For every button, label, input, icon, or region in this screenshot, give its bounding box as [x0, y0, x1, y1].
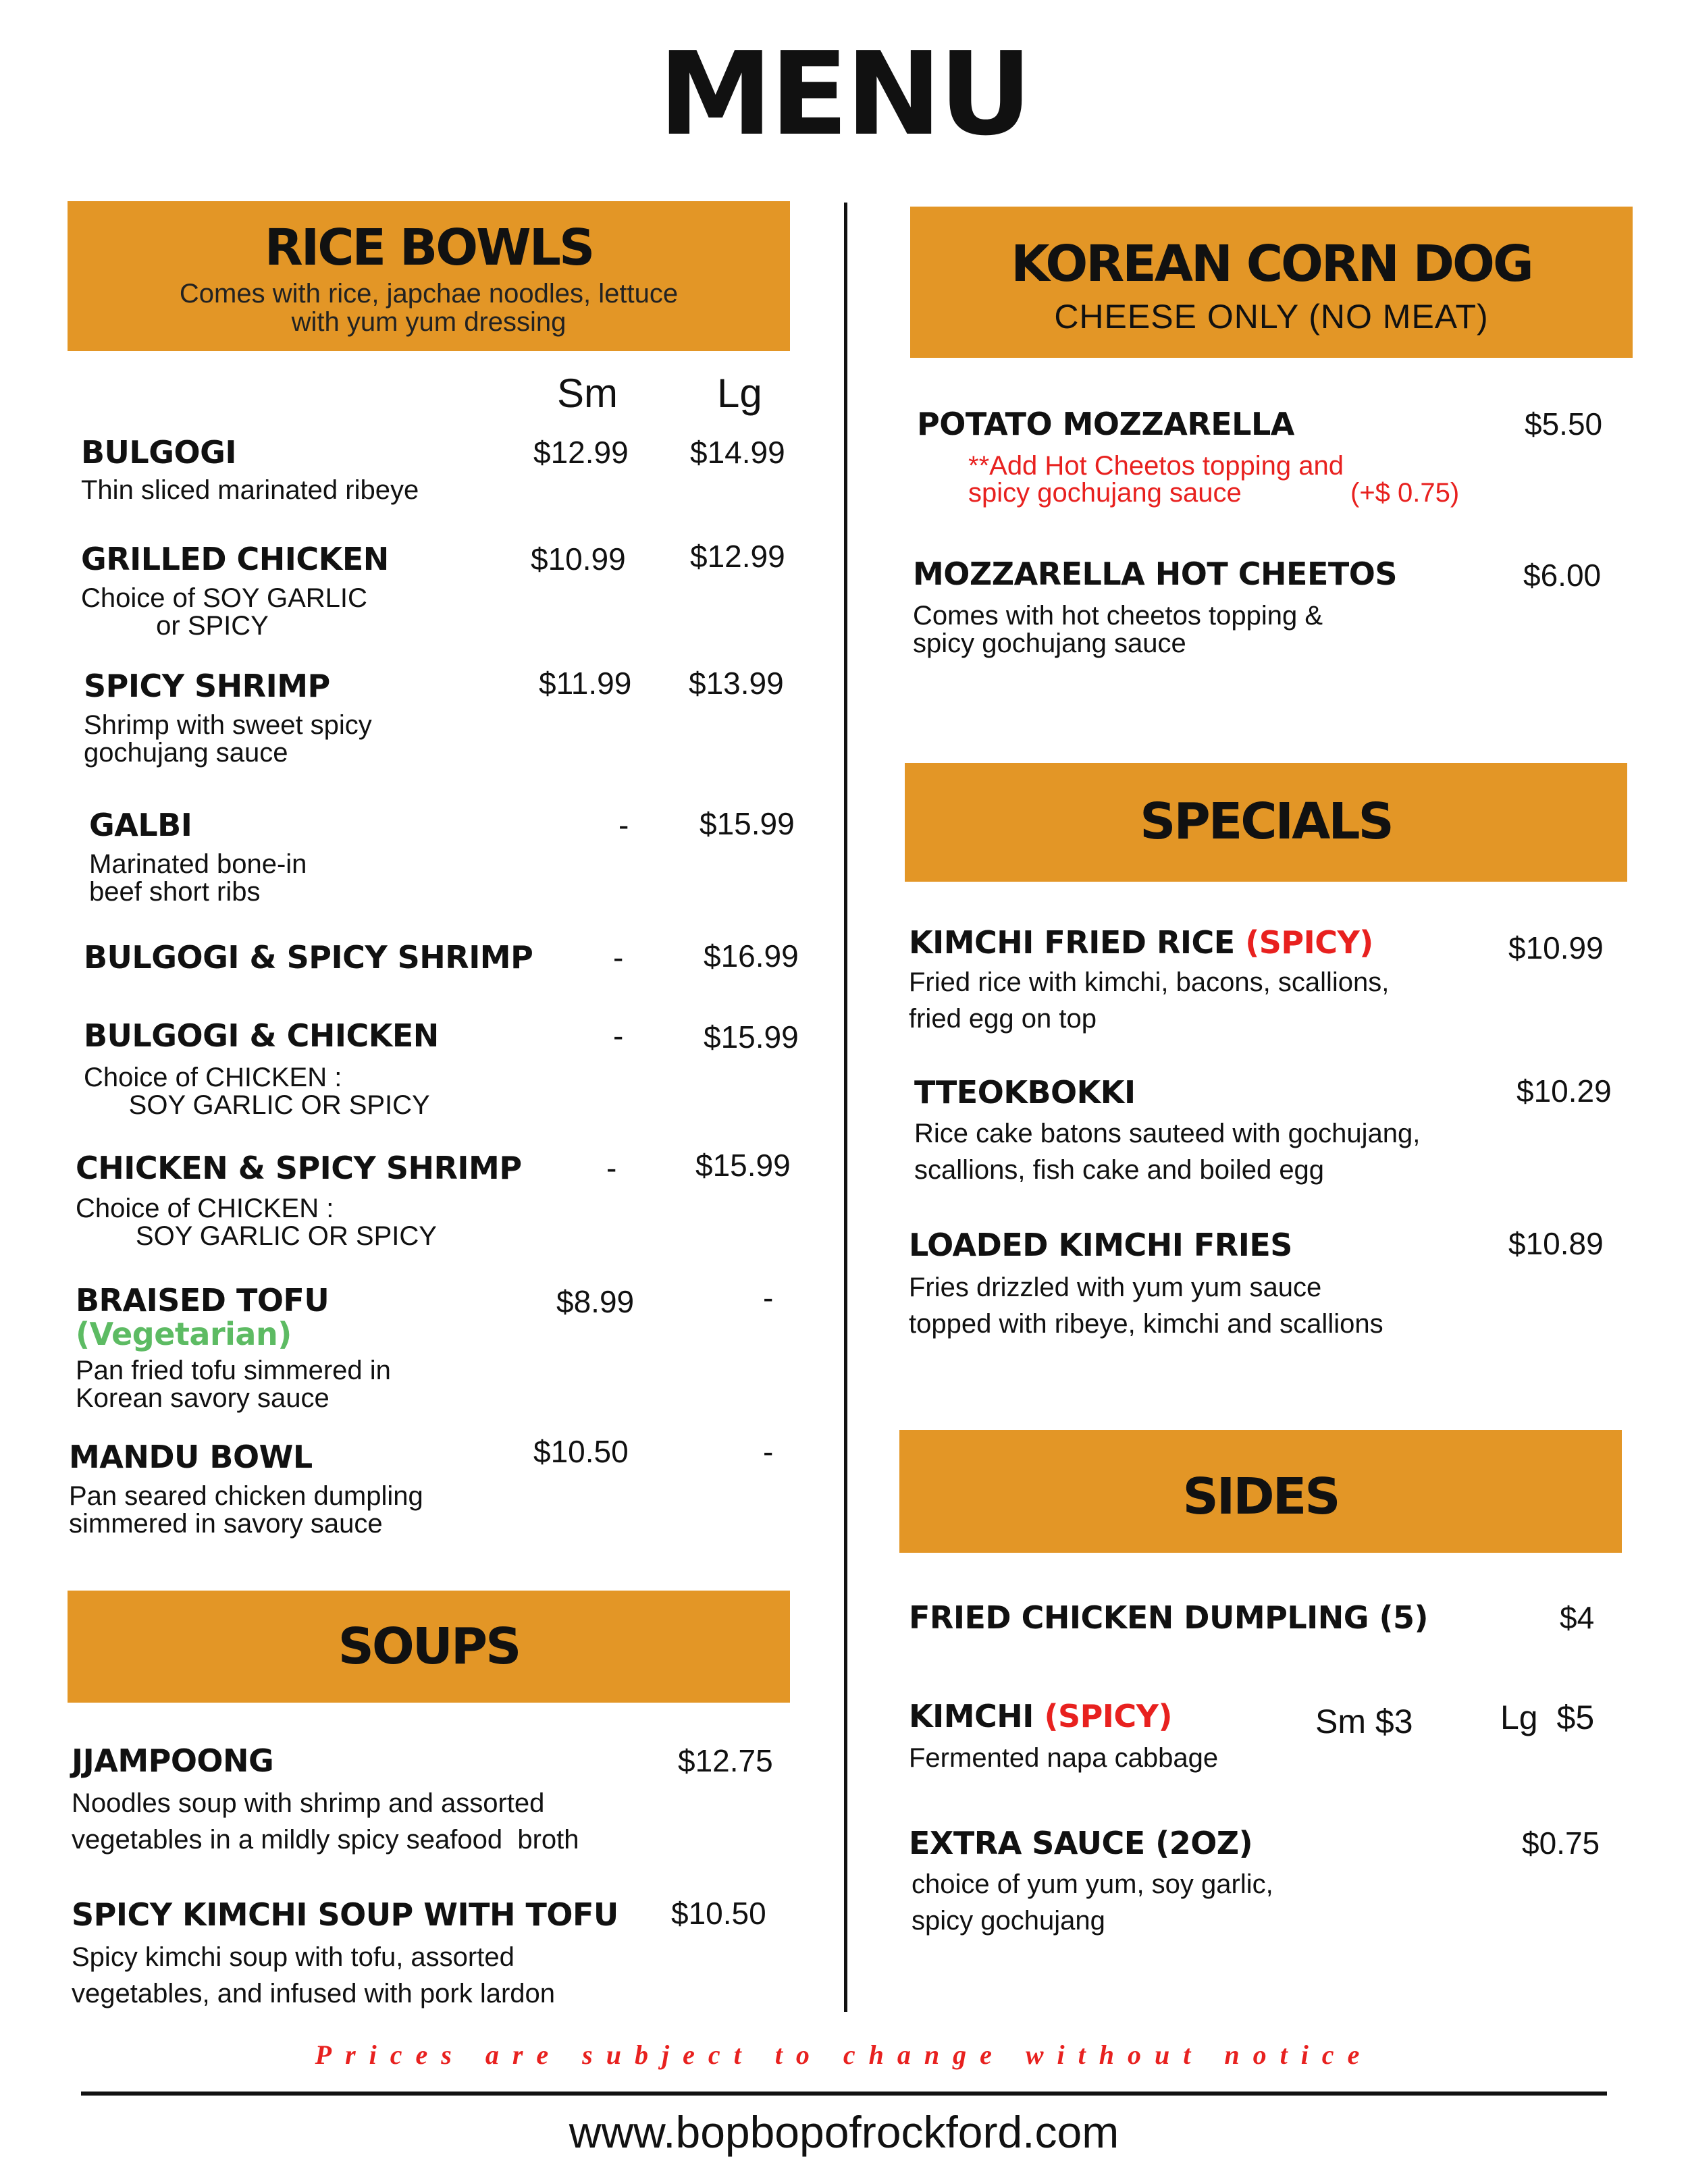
menu-item-desc: Thin sliced marinated ribeye: [81, 475, 419, 505]
menu-item-price: $4: [1560, 1600, 1595, 1635]
menu-item-price: $10.89: [1508, 1226, 1604, 1261]
size-label-small: Sm: [1315, 1703, 1366, 1740]
menu-item-name: GRILLED CHICKEN: [81, 541, 389, 577]
size-header-small: Sm: [557, 371, 618, 416]
price-small: $10.50: [533, 1434, 629, 1469]
price-small: -: [618, 807, 629, 843]
menu-item-name: POTATO MOZZARELLA: [917, 406, 1294, 442]
spicy-tag: (SPICY): [1245, 924, 1373, 961]
price-large: $15.99: [700, 806, 795, 841]
menu-item-desc: Noodles soup with shrimp and assorted vegetables in a mildly spicy seafood broth: [72, 1788, 579, 1855]
menu-item-price: $12.75: [678, 1743, 773, 1778]
price-change-notice: Prices are subject to change without notice: [315, 2040, 1373, 2070]
menu-item-name: SPICY SHRIMP: [84, 668, 330, 704]
specials-banner: [905, 763, 1627, 882]
page-title: MENU: [658, 28, 1030, 161]
menu-item-price: $5.50: [1525, 406, 1603, 442]
menu-item-desc: Fried rice with kimchi, bacons, scallions, fried egg on top: [909, 967, 1390, 1034]
menu-item-name: MOZZARELLA HOT CHEETOS: [913, 556, 1397, 592]
menu-item-name: BULGOGI & CHICKEN: [84, 1017, 439, 1054]
menu-item-desc: Fries drizzled with yum yum sauce topped with ribeye, kimchi and scallions: [909, 1273, 1383, 1339]
rice-bowls-banner: [68, 201, 790, 351]
menu-item-name: BRAISED TOFU: [76, 1282, 329, 1319]
menu-item-price: $10.50: [671, 1896, 766, 1931]
price-large: $13.99: [689, 666, 784, 701]
vegetarian-tag: (Vegetarian): [76, 1316, 292, 1352]
rice-bowls-subtitle-1: Comes with rice, japchae noodles, lettuce: [179, 279, 679, 309]
menu-item-name: BULGOGI: [81, 434, 236, 471]
menu-item-name: SPICY KIMCHI SOUP WITH TOFU: [72, 1896, 618, 1933]
price-large: $12.99: [690, 539, 785, 574]
menu-item-desc: Spicy kimchi soup with tofu, assorted vegetables, and infused with pork lardon: [72, 1942, 556, 2008]
menu-item-name: LOADED KIMCHI FRIES: [909, 1227, 1292, 1263]
menu-item-name: MANDU BOWL: [69, 1439, 313, 1475]
price-large: $14.99: [690, 435, 785, 470]
menu-item-desc: Choice of CHICKEN : SOY GARLIC OR SPICY: [76, 1194, 437, 1251]
menu-item-desc: Pan seared chicken dumpling simmered in savory sauce: [69, 1481, 423, 1539]
menu-item-name: TTEOKBOKKI: [914, 1074, 1136, 1111]
size-small-price: [1315, 1704, 1413, 1740]
corn-dog-title: KOREAN CORN DOG: [1011, 235, 1532, 293]
price-small: -: [606, 1150, 617, 1186]
price-small: $11.99: [539, 666, 632, 701]
menu-item-price: $0.75: [1522, 1826, 1600, 1861]
price-small: -: [613, 1018, 624, 1053]
size-large-price: [1500, 1700, 1594, 1736]
menu-item-name: [909, 926, 1373, 959]
footer-rule: [81, 2092, 1607, 2096]
menu-item-desc: Comes with hot cheetos topping & spicy gochujang sauce: [913, 601, 1323, 658]
menu-item-name: EXTRA SAUCE (2OZ): [909, 1825, 1253, 1861]
sides-banner: [899, 1430, 1622, 1553]
menu-item-name: GALBI: [89, 807, 192, 843]
menu-item-price: $10.29: [1516, 1073, 1612, 1109]
menu-item-name: FRIED CHICKEN DUMPLING (5): [909, 1599, 1429, 1636]
menu-item-price: $6.00: [1523, 558, 1602, 593]
menu-item-desc: Choice of SOY GARLIC or SPICY: [81, 583, 367, 641]
menu-item-desc: Fermented napa cabbage: [909, 1743, 1219, 1773]
price-large: -: [763, 1280, 774, 1315]
price-large: $15.99: [704, 1019, 799, 1055]
soups-banner: [68, 1591, 790, 1703]
menu-item-desc: choice of yum yum, soy garlic, spicy gochujang: [912, 1869, 1273, 1936]
column-divider: [844, 203, 847, 2012]
price-large: $5: [1556, 1699, 1595, 1736]
add-on-note: **Add Hot Cheetos topping and: [968, 451, 1344, 481]
price-small: $12.99: [533, 435, 629, 470]
rice-bowls-title: RICE BOWLS: [264, 219, 594, 277]
menu-item-price: $10.99: [1508, 930, 1604, 965]
size-header-large: Lg: [717, 371, 762, 416]
price-small: -: [613, 940, 624, 975]
sides-title: SIDES: [1182, 1468, 1339, 1526]
size-label-large: Lg: [1500, 1699, 1538, 1736]
website-link[interactable]: www.bopbopofrockford.com: [569, 2107, 1119, 2157]
rice-bowls-subtitle-2: with yum yum dressing: [291, 307, 566, 337]
price-small: $3: [1375, 1703, 1413, 1740]
price-large: -: [763, 1434, 774, 1469]
price-large: $16.99: [704, 938, 799, 974]
menu-item-name: [909, 1700, 1172, 1732]
menu-item-name: BULGOGI & SPICY SHRIMP: [84, 939, 533, 976]
add-on-price: (+$ 0.75): [1350, 478, 1460, 508]
menu-item-desc: Shrimp with sweet spicy gochujang sauce: [84, 710, 372, 768]
price-small: $8.99: [556, 1284, 635, 1319]
menu-item-desc: Pan fried tofu simmered in Korean savory sauce: [76, 1356, 391, 1413]
menu-item-name: CHICKEN & SPICY SHRIMP: [76, 1150, 522, 1186]
corn-dog-banner: [910, 207, 1633, 358]
menu-item-name-text: KIMCHI: [909, 1698, 1034, 1734]
menu-item-name: JJAMPOONG: [72, 1742, 274, 1779]
menu-item-desc: Rice cake batons sauteed with gochujang, scallions, fish cake and boiled egg: [914, 1119, 1421, 1185]
specials-title: SPECIALS: [1140, 793, 1392, 851]
soups-title: SOUPS: [338, 1618, 520, 1676]
menu-item-name-text: KIMCHI FRIED RICE: [909, 924, 1235, 961]
menu-item-desc: Choice of CHICKEN : SOY GARLIC OR SPICY: [84, 1063, 430, 1120]
add-on-note: spicy gochujang sauce: [968, 478, 1242, 508]
menu-item-desc: Marinated bone-in beef short ribs: [89, 849, 307, 907]
price-small: $10.99: [531, 541, 626, 577]
price-large: $15.99: [695, 1148, 791, 1183]
corn-dog-subtitle: CHEESE ONLY (NO MEAT): [1054, 298, 1489, 336]
spicy-tag: (SPICY): [1044, 1698, 1173, 1734]
